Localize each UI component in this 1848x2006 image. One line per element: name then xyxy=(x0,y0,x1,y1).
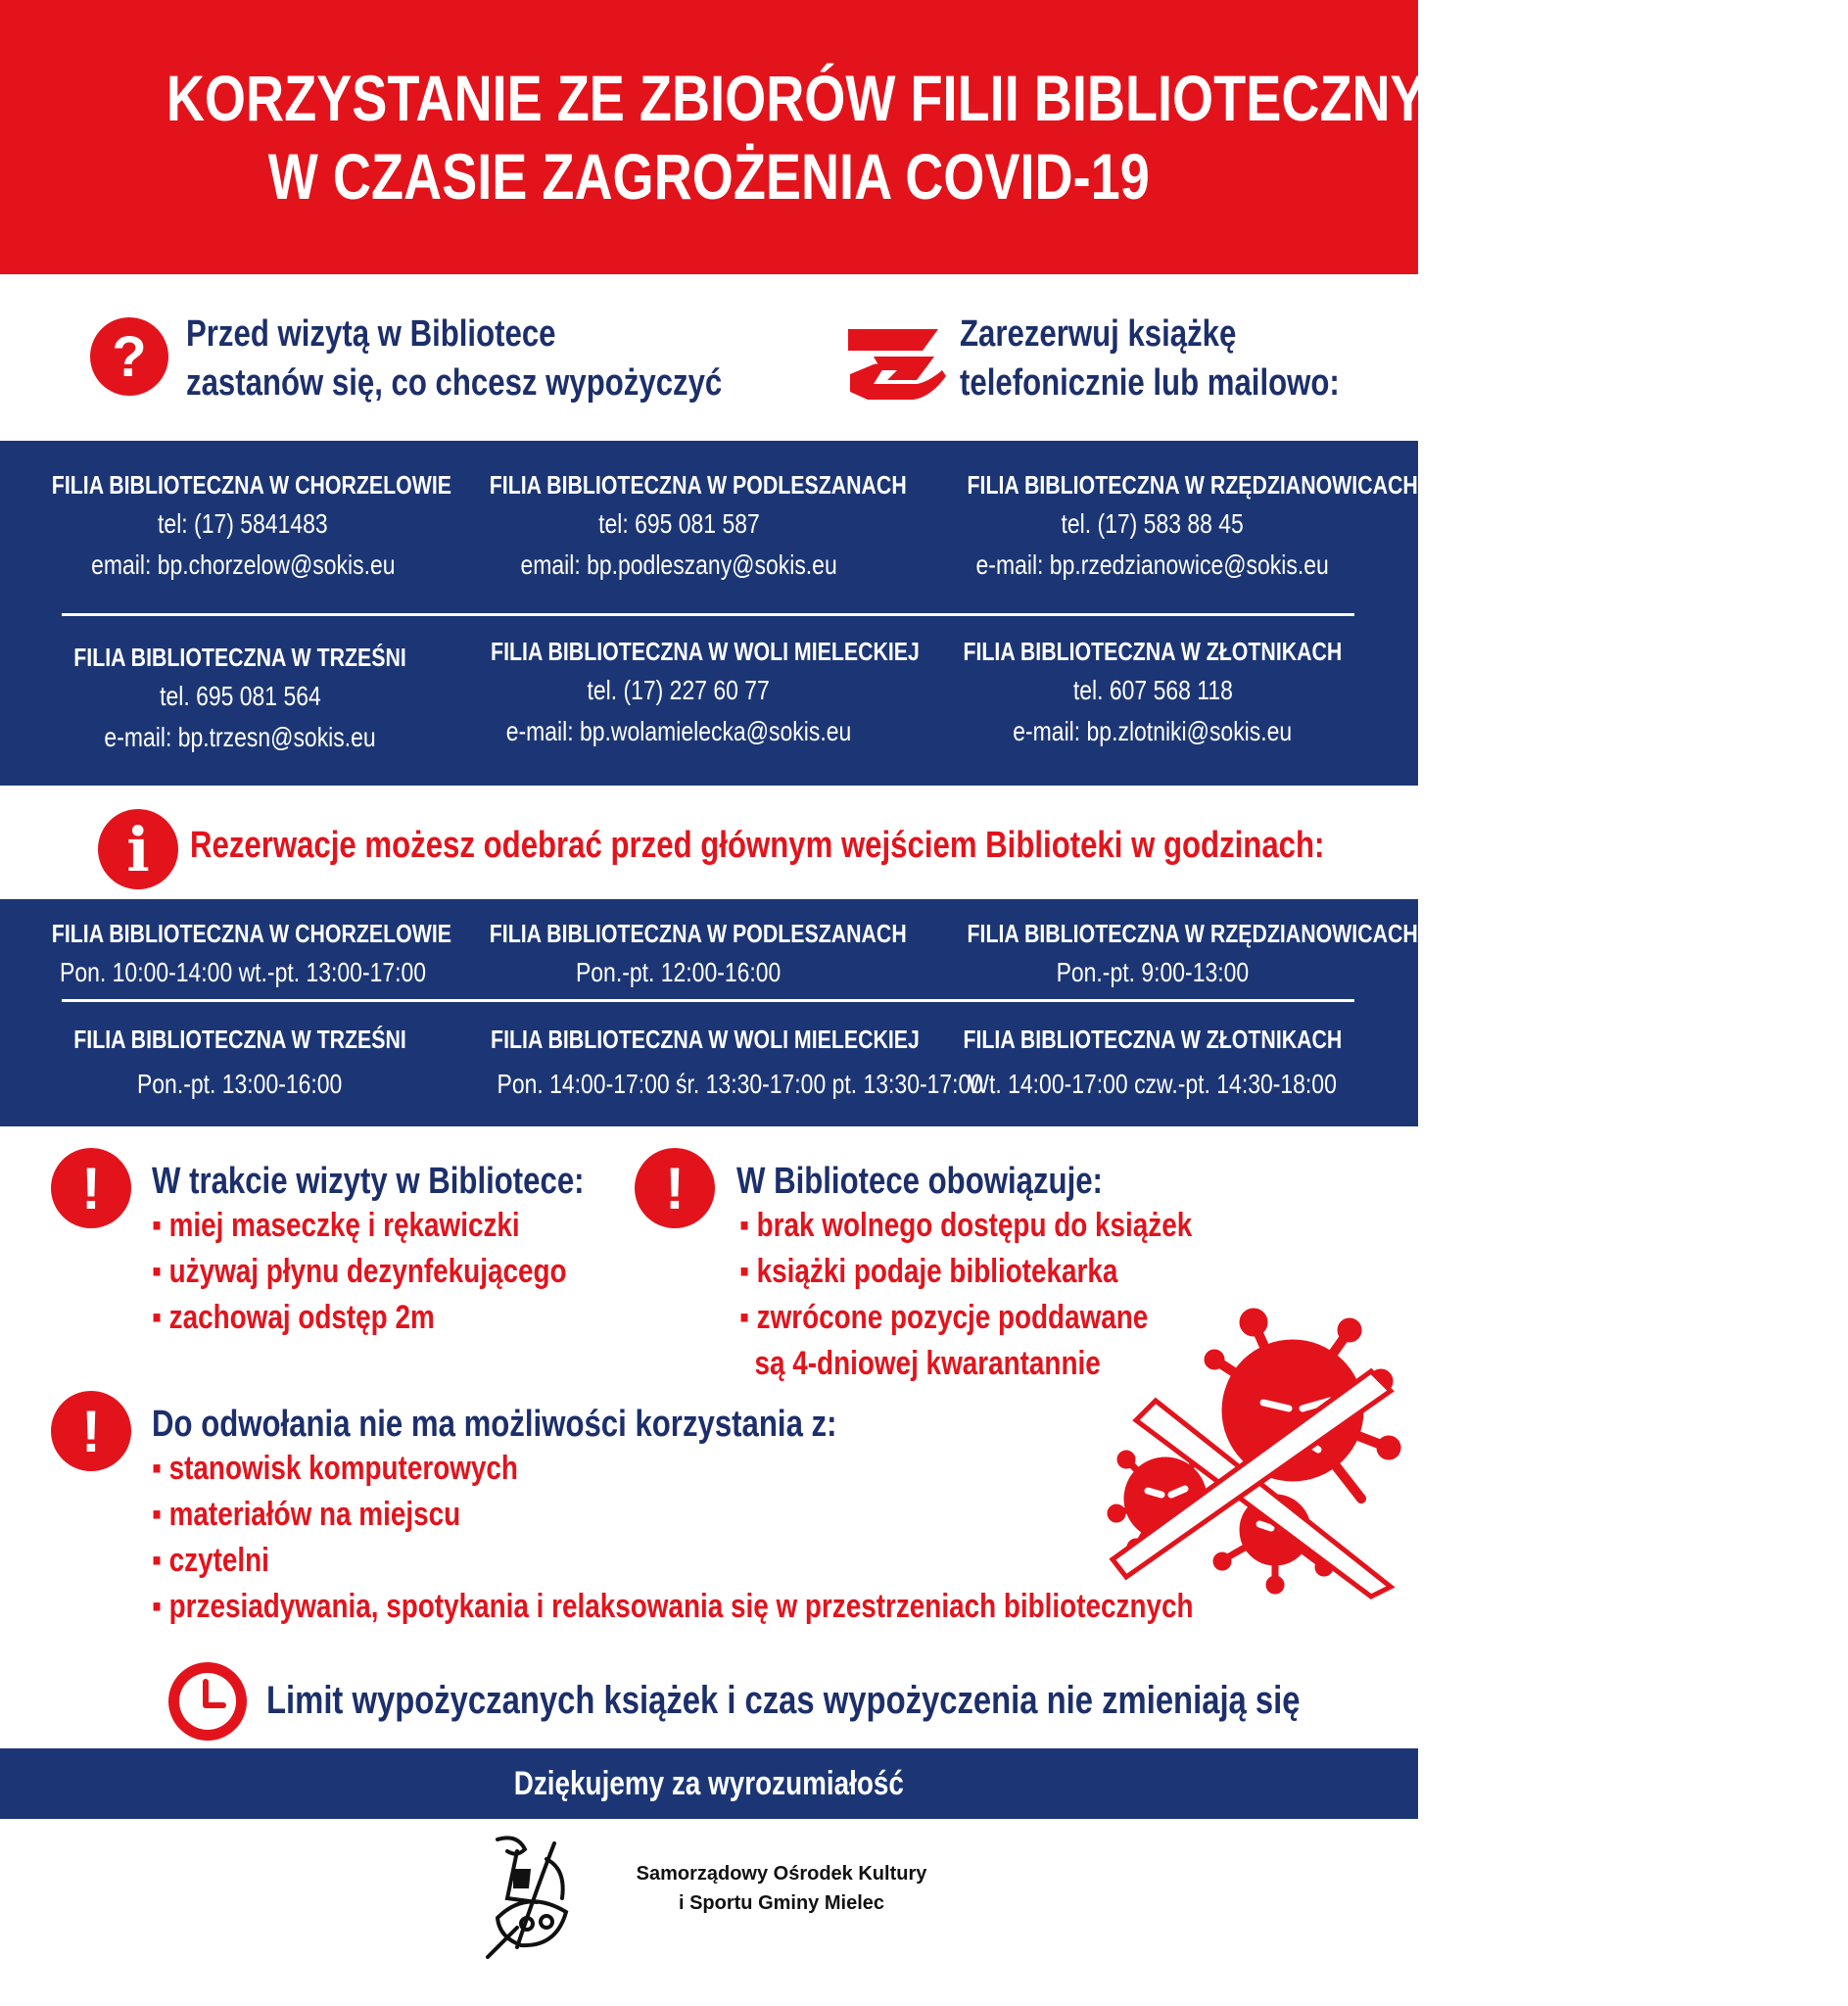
contact-chorzelow: FILIA BIBLIOTECZNA W CHORZELOWIE tel: (17) 5841483 email: bp.chorzelow@sokis.eu xyxy=(51,470,451,580)
hours-chorzelow: FILIA BIBLIOTECZNA W CHORZELOWIE Pon. 10:00-14:00 wt.-pt. 13:00-17:00 xyxy=(51,919,451,987)
list-item: ▪ czytelni xyxy=(152,1542,269,1579)
list-item: są 4-dniowej kwarantannie xyxy=(739,1345,1101,1382)
hand-book-icon xyxy=(844,323,950,406)
pickup-notice-text: Rezerwacje możesz odebrać przed głównym wejściem Biblioteki w godzinach: xyxy=(190,825,1325,866)
intro-left-text: Przed wizytą w Bibliotece zastanów się, co chcesz wypożyczyć xyxy=(186,313,723,404)
contacts-divider xyxy=(62,613,1354,616)
list-item: ▪ stanowisk komputerowych xyxy=(152,1450,518,1487)
contact-trzesn: FILIA BIBLIOTECZNA W TRZEŚNI tel. 695 081 564 e-mail: bp.trzesn@sokis.eu xyxy=(73,643,406,752)
crossed-virus-icon xyxy=(1097,1303,1410,1597)
page-title-line2: W CZASIE ZAGROŻENIA COVID-19 xyxy=(267,140,1151,213)
sokis-logo xyxy=(478,1830,595,1967)
list-item: ▪ zwrócone pozycje poddawane xyxy=(739,1299,1149,1336)
visit-rules-list xyxy=(152,1203,658,1341)
contact-podleszany: FILIA BIBLIOTECZNA W PODLESZANACH tel: 695 081 587 email: bp.podleszany@sokis.eu xyxy=(489,470,907,580)
list-item: ▪ używaj płynu dezynfekującego xyxy=(152,1253,567,1290)
visit-rules-title: W trakcie wizyty w Bibliotece: xyxy=(152,1161,585,1202)
contacts-band xyxy=(0,441,1418,786)
library-rules-title: W Bibliotece obowiązuje: xyxy=(736,1161,1103,1202)
intro-right-text: Zarezerwuj książkę telefonicznie lub mailowo: xyxy=(960,313,1340,404)
hours-rzedzianowice: FILIA BIBLIOTECZNA W RZĘDZIANOWICACH Pon.-pt. 9:00-13:00 xyxy=(967,919,1418,987)
hours-divider xyxy=(62,999,1354,1002)
list-item: ▪ zachowaj odstęp 2m xyxy=(152,1299,435,1336)
list-item: ▪ przesiadywania, spotykania i relaksowania się w przestrzeniach bibliotecznych xyxy=(152,1588,1194,1625)
thanks-banner: Dziękujemy za wyrozumiałość xyxy=(0,1748,1418,1819)
list-item: ▪ książki podaje bibliotekarka xyxy=(739,1253,1118,1290)
exclamation-icon: ! xyxy=(635,1148,715,1228)
clock-icon xyxy=(166,1660,249,1743)
header-banner xyxy=(0,0,1682,274)
info-icon: i xyxy=(98,809,178,889)
hours-trzesn: FILIA BIBLIOTECZNA W TRZEŚNI Pon.-pt. 13:00-16:00 xyxy=(73,1025,406,1099)
hours-wola-mielecka: FILIA BIBLIOTECZNA W WOLI MIELECKIEJ Pon. 14:00-17:00 śr. 13:30-17:00 pt. 13:30-17:00 xyxy=(491,1025,984,1099)
contact-zlotniki: FILIA BIBLIOTECZNA W ZŁOTNIKACH tel. 607 568 118 e-mail: bp.zlotniki@sokis.eu xyxy=(963,637,1343,746)
restrictions-title: Do odwołania nie ma możliwości korzystania z: xyxy=(152,1404,837,1445)
hours-band xyxy=(0,899,1418,1126)
question-icon: ? xyxy=(90,317,168,396)
organization-name: Samorządowy Ośrodek Kultury i Sportu Gminy Mielec xyxy=(636,1863,927,1914)
contact-wola-mielecka: FILIA BIBLIOTECZNA W WOLI MIELECKIEJ tel. (17) 227 60 77 e-mail: bp.wolamielecka@sokis.eu xyxy=(491,637,920,746)
limit-notice-text: Limit wypożyczanych książek i czas wypożyczenia nie zmieniają się xyxy=(266,1679,1301,1722)
contact-rzedzianowice: FILIA BIBLIOTECZNA W RZĘDZIANOWICACH tel. (17) 583 88 45 e-mail: bp.rzedzianowice@sokis.eu xyxy=(967,470,1418,580)
list-item: ▪ miej maseczkę i rękawiczki xyxy=(152,1207,520,1244)
page-title-line1: KORZYSTANIE ZE ZBIORÓW FILII BIBLIOTECZNYCH SOKIS xyxy=(166,62,1682,134)
exclamation-icon: ! xyxy=(51,1391,131,1471)
list-item: ▪ materiałów na miejscu xyxy=(152,1496,461,1533)
hours-zlotniki: FILIA BIBLIOTECZNA W ZŁOTNIKACH Wt. 14:00-17:00 czw.-pt. 14:30-18:00 xyxy=(963,1025,1343,1099)
hours-podleszany: FILIA BIBLIOTECZNA W PODLESZANACH Pon.-pt. 12:00-16:00 xyxy=(489,919,907,987)
list-item: ▪ brak wolnego dostępu do książek xyxy=(739,1207,1193,1244)
exclamation-icon: ! xyxy=(51,1148,131,1228)
